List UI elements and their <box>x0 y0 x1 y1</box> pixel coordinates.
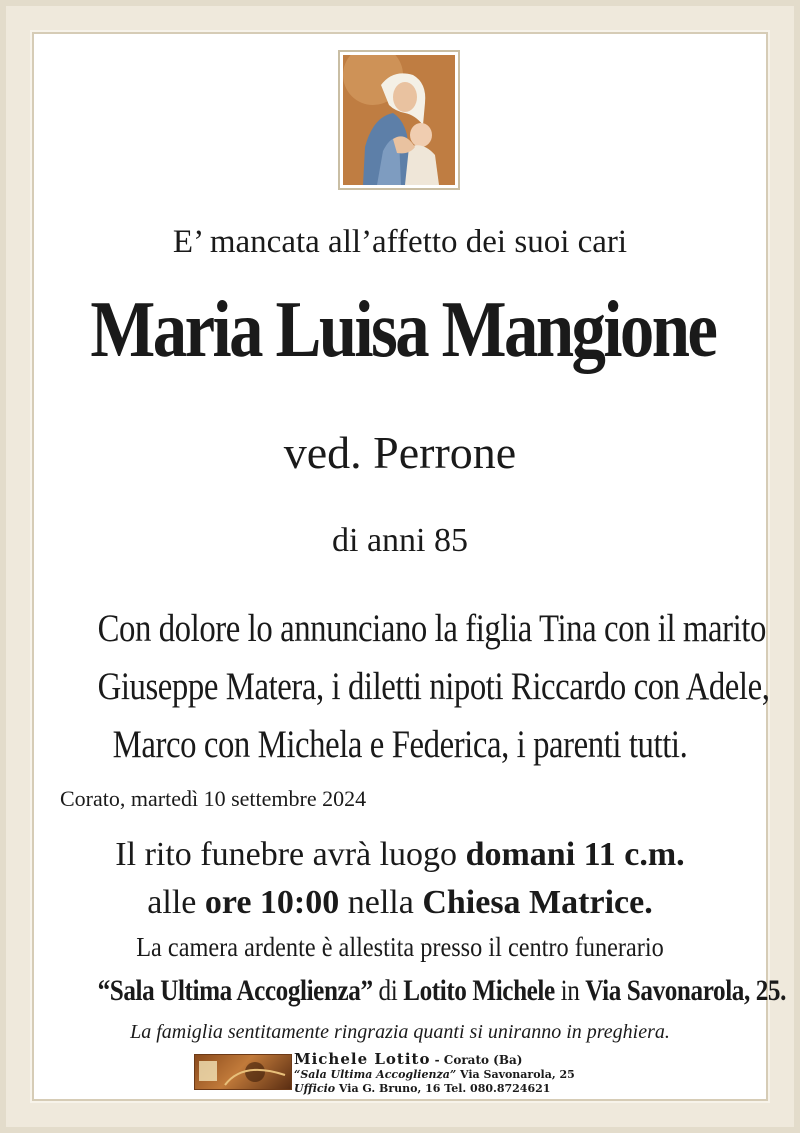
announcement-line: Marco con Michela e Federica, i parenti tutti. <box>112 723 688 766</box>
footer-line-2 <box>294 1068 575 1081</box>
age-text: di anni 85 <box>332 522 468 559</box>
rite-text: nella <box>339 884 423 921</box>
married-name: ved. Perrone <box>283 427 517 478</box>
rite-date: domani 11 c.m. <box>465 836 685 873</box>
rite-text: alle <box>147 884 205 921</box>
rite-church: Chiesa Matrice. <box>422 884 653 921</box>
madonna-image <box>343 55 455 185</box>
funeral-home-logo <box>194 1054 292 1090</box>
rite-line-2 <box>40 884 760 922</box>
footer-city: - Corato (Ba) <box>430 1053 523 1067</box>
footer-office: Via G. Bruno, 16 Tel. 080.8724621 <box>335 1082 551 1095</box>
announcement-line: Con dolore lo annunciano la figlia Tina con il marito <box>97 607 766 650</box>
chapel-text: La camera ardente è allestita presso il centro funerario <box>136 932 664 962</box>
address: Via Savonarola, 25. <box>585 974 786 1007</box>
rite-text: Il rito funebre avrà luogo <box>115 836 466 873</box>
owner-name: Lotito Michele <box>403 974 555 1007</box>
footer-line-1 <box>294 1050 522 1068</box>
sala-text: di <box>372 974 404 1007</box>
thanks-text: La famiglia sentitamente ringrazia quanti si uniranno in preghiera. <box>130 1021 670 1043</box>
footer-address: Via Savonarola, 25 <box>456 1068 575 1081</box>
footer-name: Michele Lotito <box>294 1050 431 1068</box>
sala-text: in <box>554 974 586 1007</box>
footer-line-3 <box>294 1082 550 1095</box>
deceased-name: Maria Luisa Mangione <box>90 286 716 374</box>
intro-text: E’ mancata all’affetto dei suoi cari <box>172 224 628 260</box>
rite-time: ore 10:00 <box>204 884 340 921</box>
madonna-and-child-icon <box>338 50 460 190</box>
footer-sala: “Sala Ultima Accoglienza” <box>294 1068 457 1081</box>
announcement-line: Giuseppe Matera, i diletti nipoti Riccardo con Adele, <box>97 665 770 708</box>
sala-name: “Sala Ultima Accoglienza” <box>97 974 373 1007</box>
footer-office-label: Ufficio <box>294 1082 336 1095</box>
place-date: Corato, martedì 10 settembre 2024 <box>60 786 367 811</box>
rite-line-1 <box>40 836 760 874</box>
funeral-home-line <box>97 974 786 1008</box>
